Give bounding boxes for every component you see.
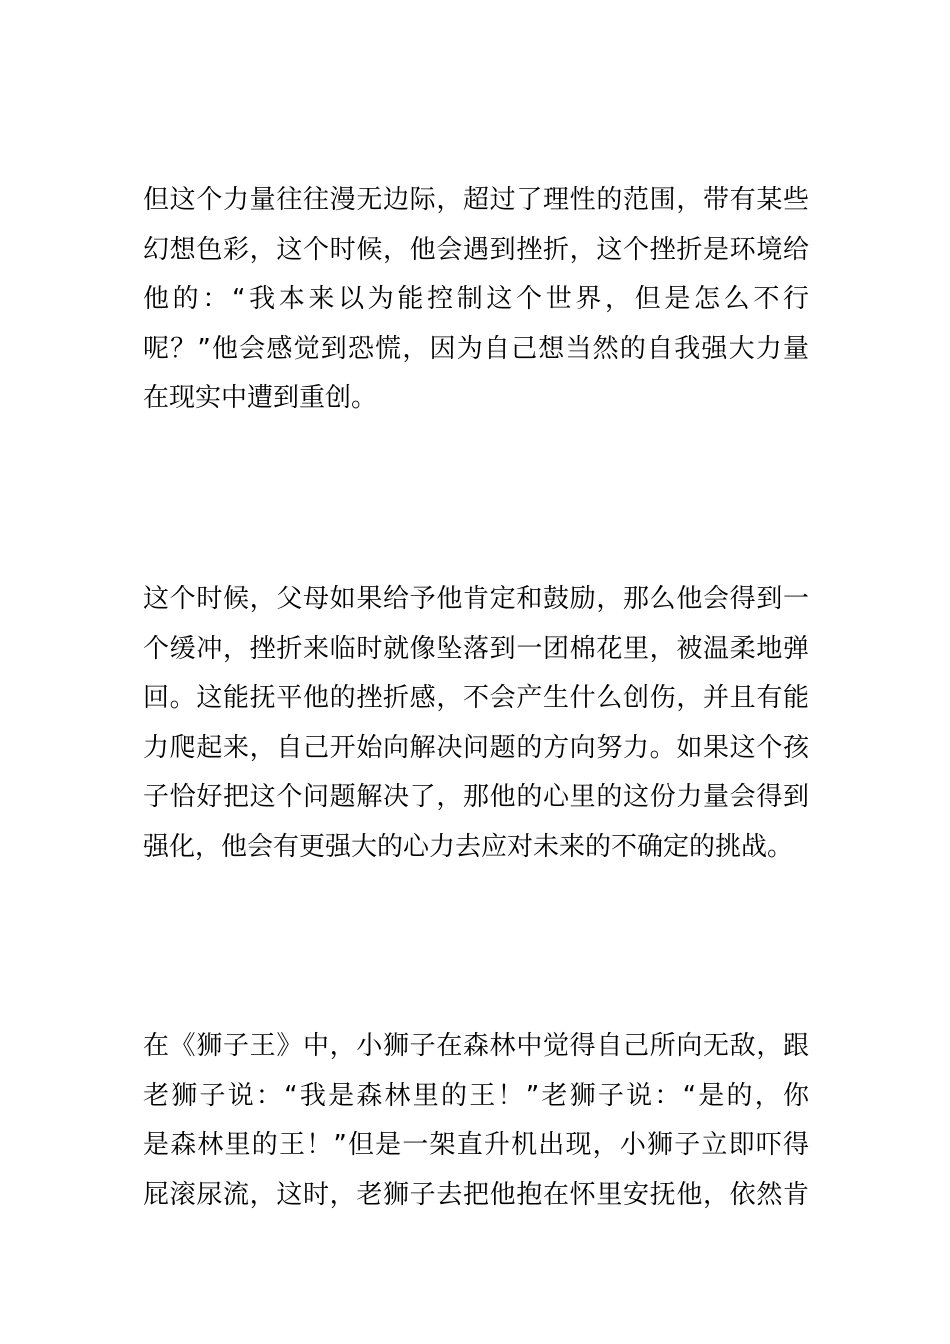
text-line: 呢？”他会感觉到恐慌，因为自己想当然的自我强大力量: [143, 333, 809, 364]
text-line: 回。这能抚平他的挫折感，不会产生什么创伤，并且有能: [143, 683, 809, 714]
text-line: 是森林里的王！”但是一架直升机出现，小狮子立即吓得: [143, 1130, 809, 1161]
text-line: 他的：“我本来以为能控制这个世界，但是怎么不行: [143, 284, 809, 315]
text-line: 力爬起来，自己开始向解决问题的方向努力。如果这个孩: [143, 732, 809, 763]
paragraph-2: [143, 575, 809, 873]
paragraph-3: [143, 1022, 809, 1220]
paragraph-1: [143, 176, 809, 424]
text-line: 子恰好把这个问题解决了，那他的心里的这份力量会得到: [143, 782, 809, 813]
text-line: 在现实中遭到重创。: [143, 383, 378, 414]
text-line: 强化，他会有更强大的心力去应对未来的不确定的挑战。: [143, 831, 794, 862]
text-line: 个缓冲，挫折来临时就像坠落到一团棉花里，被温柔地弹: [143, 633, 809, 664]
text-line: 在《狮子王》中，小狮子在森林中觉得自己所向无敌，跟: [143, 1031, 809, 1061]
text-line: 老狮子说：“我是森林里的王！”老狮子说：“是的，你: [143, 1080, 809, 1111]
text-line: 屁滚尿流，这时，老狮子去把他抱在怀里安抚他，依然肯: [143, 1179, 809, 1210]
text-line: 但这个力量往往漫无边际，超过了理性的范围，带有某些: [143, 185, 809, 215]
text-line: 幻想色彩，这个时候，他会遇到挫折，这个挫折是环境给: [143, 234, 809, 265]
text-line: 这个时候，父母如果给予他肯定和鼓励，那么他会得到一: [143, 584, 809, 614]
